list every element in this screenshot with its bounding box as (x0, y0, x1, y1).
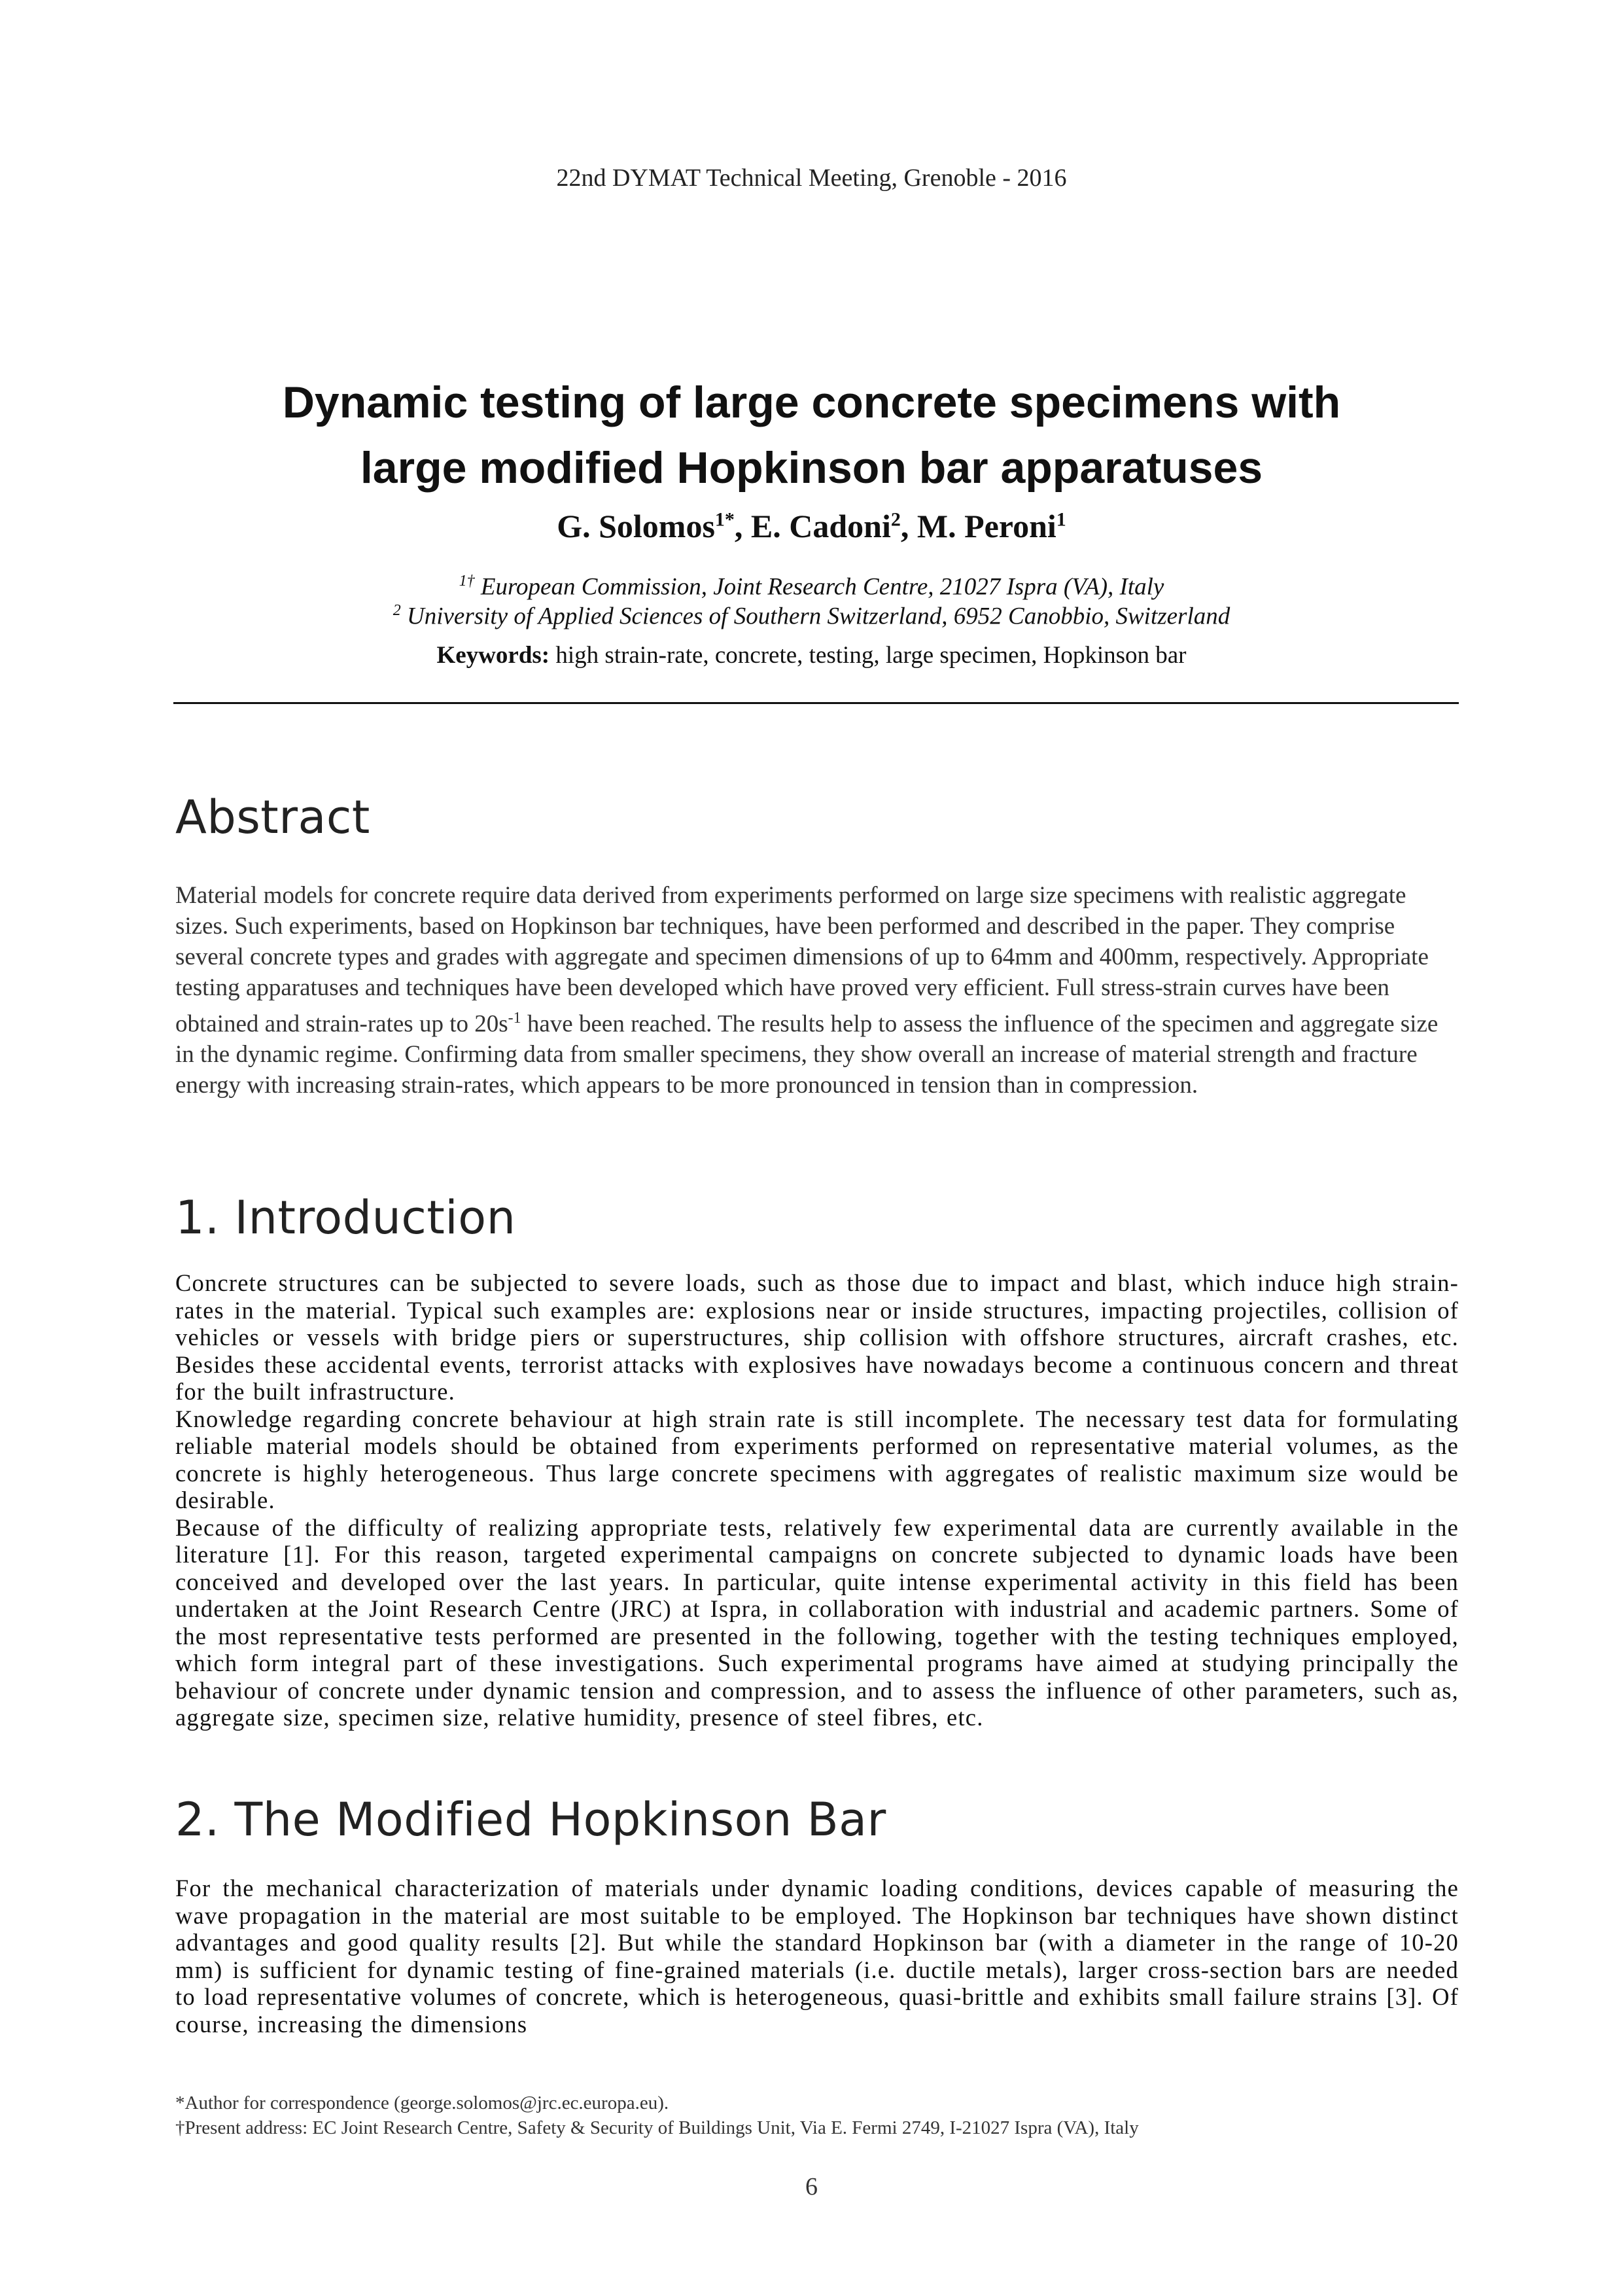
introduction-paragraph-3: Because of the difficulty of realizing appropriate tests, relatively few experimental data are currently available in the literature [1]. For this reason, targeted experimental campaigns on concrete subjected to dynamic loads have been conceived and developed over the last years. In particular, quite intense experimental activity in this field has been undertaken at the Joint Research Centre (JRC) at Ispra, in collaboration with industrial and academic partners. Some of the most representative tests performed are presented in the following, together with the testing techniques employed, which form integral part of these investigations. Such experimental programs have aimed at studying principally the behaviour of concrete under dynamic tension and compression, and to assess the influence of other parameters, such as, aggregate size, specimen size, relative humidity, presence of steel fibres, etc. (175, 1513, 1459, 1731)
abstract-superscript: -1 (508, 1010, 521, 1027)
abstract-paragraph (175, 880, 1459, 1101)
abstract-heading: Abstract (175, 790, 370, 844)
paper-title (0, 370, 1623, 501)
page-number: 6 (805, 2173, 818, 2200)
introduction-paragraph-1: Concrete structures can be subjected to severe loads, such as those due to impact and blast, which induce high strain-rates in the material. Typical such examples are: explosions near or inside structures, impacting projectiles, collision of vehicles or vessels with bridge piers or superstructures, ship collision with offshore structures, aircraft crashes, etc. Besides these accidental events, terrorist attacks with explosives have nowadays become a continuous concern and threat for the built infrastructure. (175, 1269, 1459, 1405)
footnote-present-address: †Present address: EC Joint Research Centre, Safety & Security of Buildings Unit, Via E. Fermi 2749, I-21027 Ispra (VA), Italy (175, 2117, 1139, 2138)
affiliation-text: University of Applied Sciences of Southern Switzerland, 6952 Canobbio, Switzerland (406, 603, 1230, 630)
author-affiliation-mark: 1* (714, 508, 735, 531)
keywords-text: high strain-rate, concrete, testing, large specimen, Hopkinson bar (555, 642, 1187, 669)
author-list: G. Solomos$^{1*}$, E. Cadoni$^2$, M. Peroni$^1$ (557, 508, 1066, 544)
affiliation-text: European Commission, Joint Research Centre, 21027 Ispra (VA), Italy (480, 573, 1164, 601)
footnotes (175, 2091, 1139, 2140)
abstract-text-part-2: have been reached. The results help to assess the influence of the specimen and aggregate size in the dynamic regime. Confirming data from smaller specimens, they show overall an increase of material strength and fracture energy with increasing strain-rates, which appears to be more pronounced in tension than in compression. (175, 1010, 1439, 1099)
introduction-heading: 1. Introduction (175, 1191, 516, 1245)
header-divider (173, 702, 1459, 704)
affiliation-mark: 1† (459, 573, 475, 590)
keywords (0, 641, 1623, 669)
title-line-1: Dynamic testing of large concrete specimens with (282, 378, 1341, 427)
running-head: 22nd DYMAT Technical Meeting, Grenoble - 2016 (556, 164, 1067, 192)
introduction-body (175, 1269, 1459, 1731)
author-name: G. Solomos (557, 508, 715, 544)
introduction-paragraph-2: Knowledge regarding concrete behaviour at high strain rate is still incomplete. The necessary test data for formulating reliable material models should be obtained from experiments performed on representative material volumes, as the concrete is highly heterogeneous. Thus large concrete specimens with aggregates of realistic maximum size would be desirable. (175, 1405, 1459, 1513)
author-name: E. Cadoni (750, 508, 891, 544)
modified-hopkinson-bar-body (175, 1875, 1459, 2038)
author-affiliation-mark: 1 (1056, 508, 1066, 531)
keywords-label: Keywords: (436, 642, 550, 669)
footnote-correspondence: *Author for correspondence (george.solomos@jrc.ec.europa.eu). (175, 2093, 669, 2113)
modified-hopkinson-bar-paragraph: For the mechanical characterization of materials under dynamic loading conditions, devices capable of measuring the wave propagation in the material are most suitable to be employed. The Hopkinson bar techniques have shown distinct advantages and good quality results [2]. But while the standard Hopkinson bar (with a diameter in the range of 10-20 mm) is sufficient for dynamic testing of fine-grained materials (i.e. ductile metals), larger cross-section bars are needed to load representative volumes of concrete, which is heterogeneous, quasi-brittle and exhibits small failure strains [3]. Of course, increasing the dimensions (175, 1875, 1459, 2038)
modified-hopkinson-bar-heading: 2. The Modified Hopkinson Bar (175, 1793, 886, 1846)
affiliation-2 (0, 595, 1623, 631)
author-name: M. Peroni (916, 508, 1056, 544)
abstract-text-part-1: Material models for concrete require data derived from experiments performed on large size specimens with realistic aggregate sizes. Such experiments, based on Hopkinson bar techniques, have been performed and described in the paper. They comprise several concrete types and grades with aggregate and specimen dimensions of up to 64mm and 400mm, respectively. Appropriate testing apparatuses and techniques have been developed which have proved very efficient. Full stress-strain curves have been obtained and strain-rates up to 20s (175, 882, 1429, 1038)
author-affiliation-mark: 2 (890, 508, 901, 531)
affiliation-mark: 2 (393, 602, 401, 619)
title-line-2: large modified Hopkinson bar apparatuses (360, 443, 1263, 493)
